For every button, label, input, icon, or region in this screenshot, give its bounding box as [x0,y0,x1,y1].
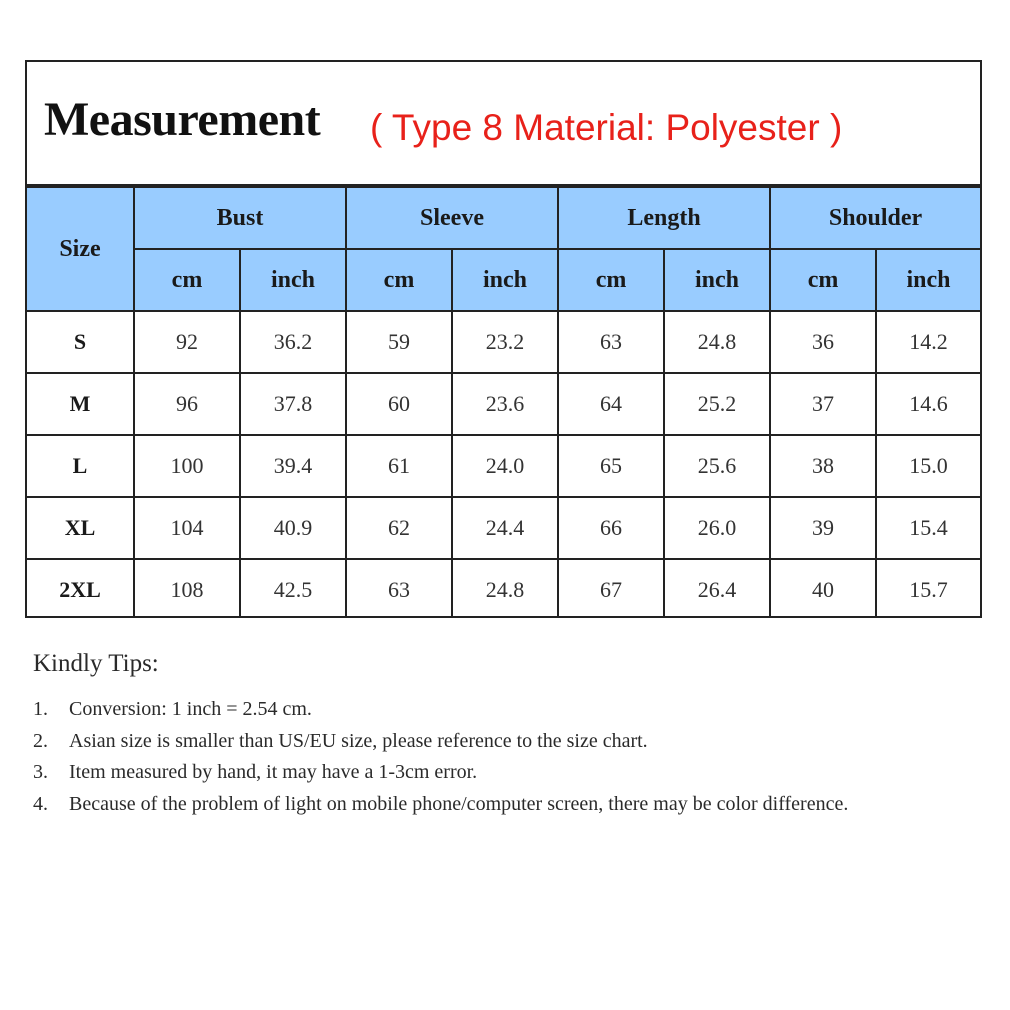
unit-header: inch [452,249,558,311]
chart-title: Measurement [44,93,321,146]
measurement-cell: 104 [134,497,240,559]
size-chart [25,60,982,618]
tip-text: Item measured by hand, it may have a 1-3cm error. [69,761,478,783]
size-label-cell: 2XL [27,559,134,618]
unit-header: cm [134,249,240,311]
measurement-cell: 15.0 [876,435,980,497]
tip-number: 3. [33,761,48,783]
chart-subtitle: ( Type 8 Material: Polyester ) [370,107,843,148]
tip-item [33,789,933,821]
size-column-header: Size [27,187,134,311]
group-header-length: Length [558,187,770,249]
measurement-cell: 38 [770,435,876,497]
unit-header: inch [876,249,980,311]
measurement-cell: 26.4 [664,559,770,618]
tip-number: 4. [33,792,48,815]
measurement-cell: 24.8 [452,559,558,618]
measurement-cell: 37 [770,373,876,435]
measurement-cell: 39.4 [240,435,346,497]
measurement-cell: 23.2 [452,311,558,373]
group-header-bust: Bust [134,187,346,249]
group-header-shoulder: Shoulder [770,187,980,249]
header-row-groups [27,187,980,249]
tip-text: Because of the problem of light on mobile phone/computer screen, there may be color difference. [69,792,849,815]
table-row [27,373,980,435]
tip-item [33,726,933,758]
measurement-cell: 64 [558,373,664,435]
measurement-cell: 42.5 [240,559,346,618]
tips-list [33,694,933,820]
header-row-units [27,249,980,311]
unit-header: cm [346,249,452,311]
measurement-cell: 26.0 [664,497,770,559]
measurement-cell: 108 [134,559,240,618]
measurement-cell: 37.8 [240,373,346,435]
unit-header: inch [664,249,770,311]
measurement-cell: 15.4 [876,497,980,559]
measurement-cell: 92 [134,311,240,373]
measurement-cell: 65 [558,435,664,497]
tip-item [33,694,933,726]
tips-section [33,644,933,820]
measurement-cell: 14.2 [876,311,980,373]
tip-number: 2. [33,729,48,752]
unit-header: cm [770,249,876,311]
table-row [27,497,980,559]
measurement-cell: 100 [134,435,240,497]
table-row [27,559,980,618]
size-rows [27,311,980,618]
measurement-cell: 96 [134,373,240,435]
measurement-cell: 63 [558,311,664,373]
table-row [27,435,980,497]
measurement-cell: 23.6 [452,373,558,435]
measurement-cell: 63 [346,559,452,618]
size-label-cell: XL [27,497,134,559]
measurement-cell: 61 [346,435,452,497]
measurement-cell: 60 [346,373,452,435]
title-row [27,62,980,186]
group-header-sleeve: Sleeve [346,187,558,249]
measurement-cell: 36 [770,311,876,373]
tip-item [33,757,933,789]
size-label-cell: M [27,373,134,435]
unit-header: inch [240,249,346,311]
unit-header: cm [558,249,664,311]
measurement-cell: 36.2 [240,311,346,373]
measurement-cell: 40 [770,559,876,618]
measurement-cell: 24.8 [664,311,770,373]
measurement-cell: 66 [558,497,664,559]
size-label-cell: L [27,435,134,497]
tip-number: 1. [33,698,48,720]
measurement-cell: 15.7 [876,559,980,618]
measurement-cell: 62 [346,497,452,559]
size-table [27,186,980,618]
measurement-cell: 39 [770,497,876,559]
table-row [27,311,980,373]
measurement-cell: 24.0 [452,435,558,497]
measurement-cell: 67 [558,559,664,618]
measurement-cell: 24.4 [452,497,558,559]
measurement-cell: 59 [346,311,452,373]
tip-text: Conversion: 1 inch = 2.54 cm. [69,698,312,720]
measurement-cell: 25.6 [664,435,770,497]
tips-heading: Kindly Tips: [33,650,159,677]
tip-text: Asian size is smaller than US/EU size, please reference to the size chart. [69,729,648,752]
size-label-cell: S [27,311,134,373]
measurement-cell: 40.9 [240,497,346,559]
measurement-cell: 25.2 [664,373,770,435]
measurement-cell: 14.6 [876,373,980,435]
